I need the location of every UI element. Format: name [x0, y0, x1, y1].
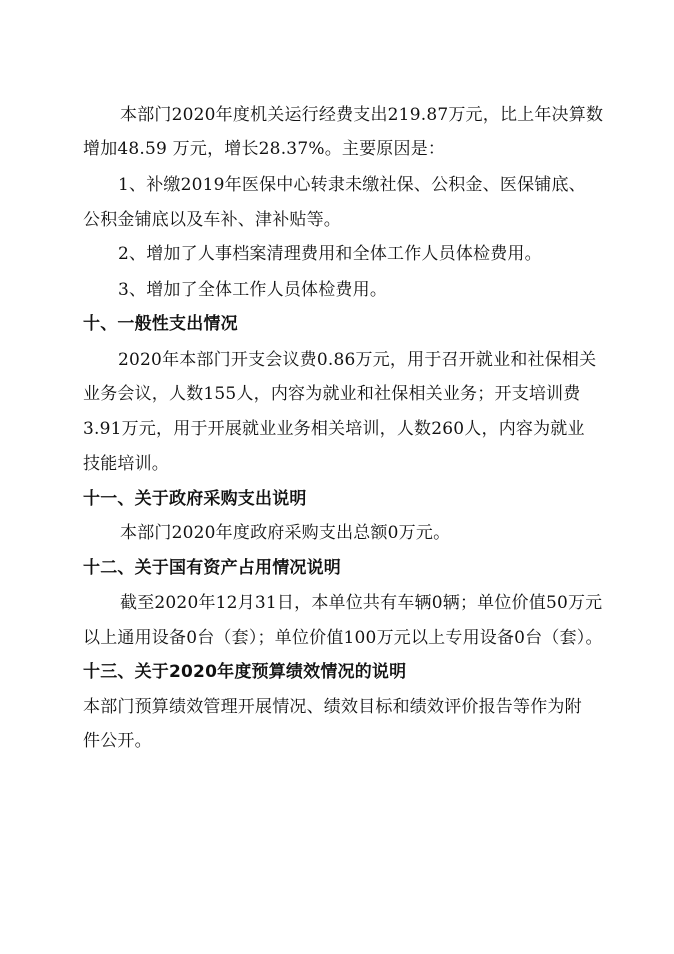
state-assets-text-line-2: 以上通用设备0台（套）；单位价值100万元以上专用设备0台（套）。 [83, 628, 603, 648]
performance-text-line-2: 件公开。 [83, 731, 152, 751]
general-expense-text-line-4: 技能培训。 [83, 454, 169, 474]
state-assets-heading: 十二、关于国有资产占用情况说明 [83, 558, 341, 578]
state-assets-text-line-1: 截至2020年12月31日，本单位共有车辆0辆；单位价值50万元 [120, 593, 603, 613]
reason-item-1-line-2: 公积金铺底以及车补、津补贴等。 [83, 210, 341, 230]
general-expense-text-line-1: 2020年本部门开支会议费0.86万元，用于召开就业和社保相关 [118, 350, 597, 370]
operating-expense-text-line-1: 本部门2020年度机关运行经费支出219.87万元，比上年决算数 [120, 105, 604, 125]
procurement-heading: 十一、关于政府采购支出说明 [83, 489, 307, 509]
performance-text-line-1: 本部门预算绩效管理开展情况、绩效目标和绩效评价报告等作为附 [83, 697, 582, 717]
reason-item-3: 3、增加了全体工作人员体检费用。 [118, 280, 388, 300]
performance-heading: 十三、关于2020年度预算绩效情况的说明 [83, 662, 407, 682]
general-expense-text-line-3: 3.91万元，用于开展就业业务相关培训，人数260人，内容为就业 [83, 419, 585, 439]
procurement-text-line-1: 本部门2020年度政府采购支出总额0万元。 [120, 523, 451, 543]
reason-item-2: 2、增加了人事档案清理费用和全体工作人员体检费用。 [118, 244, 542, 264]
reason-item-1-line-1: 1、补缴2019年医保中心转隶未缴社保、公积金、医保铺底、 [118, 175, 586, 195]
general-expense-heading: 十、一般性支出情况 [83, 314, 238, 334]
general-expense-text-line-2: 业务会议，人数155人，内容为就业和社保相关业务；开支培训费 [83, 384, 581, 404]
operating-expense-text-line-2: 增加48.59 万元，增长28.37%。主要原因是： [83, 139, 446, 159]
